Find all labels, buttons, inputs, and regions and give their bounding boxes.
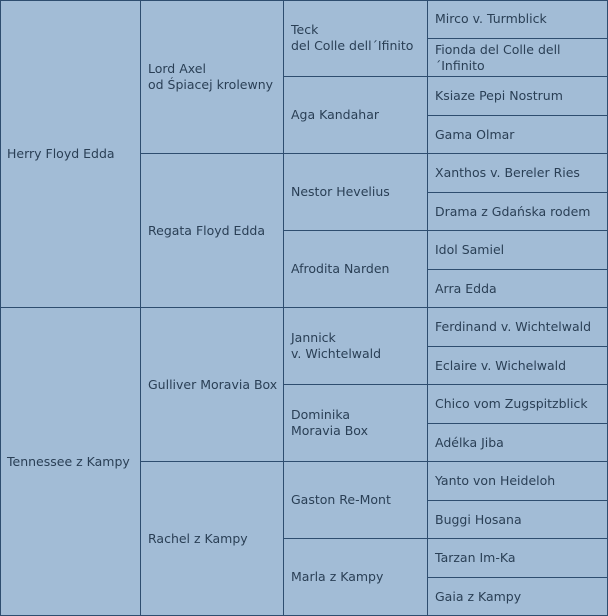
dam-cell: Tennessee z Kampy (0, 308, 141, 616)
sire-dam-cell: Regata Floyd Edda (141, 154, 284, 308)
gen3-cell: Jannick v. Wichtelwald (284, 308, 428, 385)
gen4-cell: Fionda del Colle dell´Infinito (428, 39, 608, 77)
gen3-cell: Teck del Colle dell´Ifinito (284, 0, 428, 77)
dam-dam-cell: Rachel z Kampy (141, 462, 284, 616)
gen4-cell: Ferdinand v. Wichtelwald (428, 308, 608, 347)
gen3-cell: Marla z Kampy (284, 539, 428, 616)
dam-sire-cell: Gulliver Moravia Box (141, 308, 284, 462)
gen3-cell: Dominika Moravia Box (284, 385, 428, 462)
gen4-cell: Xanthos v. Bereler Ries (428, 154, 608, 193)
sire-cell: Herry Floyd Edda (0, 0, 141, 308)
gen4-cell: Idol Samiel (428, 231, 608, 270)
gen4-cell: Gaia z Kampy (428, 578, 608, 616)
gen3-cell: Afrodita Narden (284, 231, 428, 308)
gen4-cell: Ksiaze Pepi Nostrum (428, 77, 608, 116)
gen4-cell: Adélka Jiba (428, 424, 608, 462)
gen4-cell: Eclaire v. Wichelwald (428, 347, 608, 385)
gen4-cell: Yanto von Heideloh (428, 462, 608, 501)
gen4-cell: Drama z Gdańska rodem (428, 193, 608, 231)
gen3-cell: Gaston Re-Mont (284, 462, 428, 539)
sire-sire-cell: Lord Axel od Śpiacej krolewny (141, 0, 284, 154)
gen3-cell: Nestor Hevelius (284, 154, 428, 231)
gen4-cell: Arra Edda (428, 270, 608, 308)
gen4-cell: Buggi Hosana (428, 501, 608, 539)
gen4-cell: Chico vom Zugspitzblick (428, 385, 608, 424)
gen4-cell: Mirco v. Turmblick (428, 0, 608, 39)
gen4-cell: Tarzan Im-Ka (428, 539, 608, 578)
gen4-cell: Gama Olmar (428, 116, 608, 154)
gen3-cell: Aga Kandahar (284, 77, 428, 154)
